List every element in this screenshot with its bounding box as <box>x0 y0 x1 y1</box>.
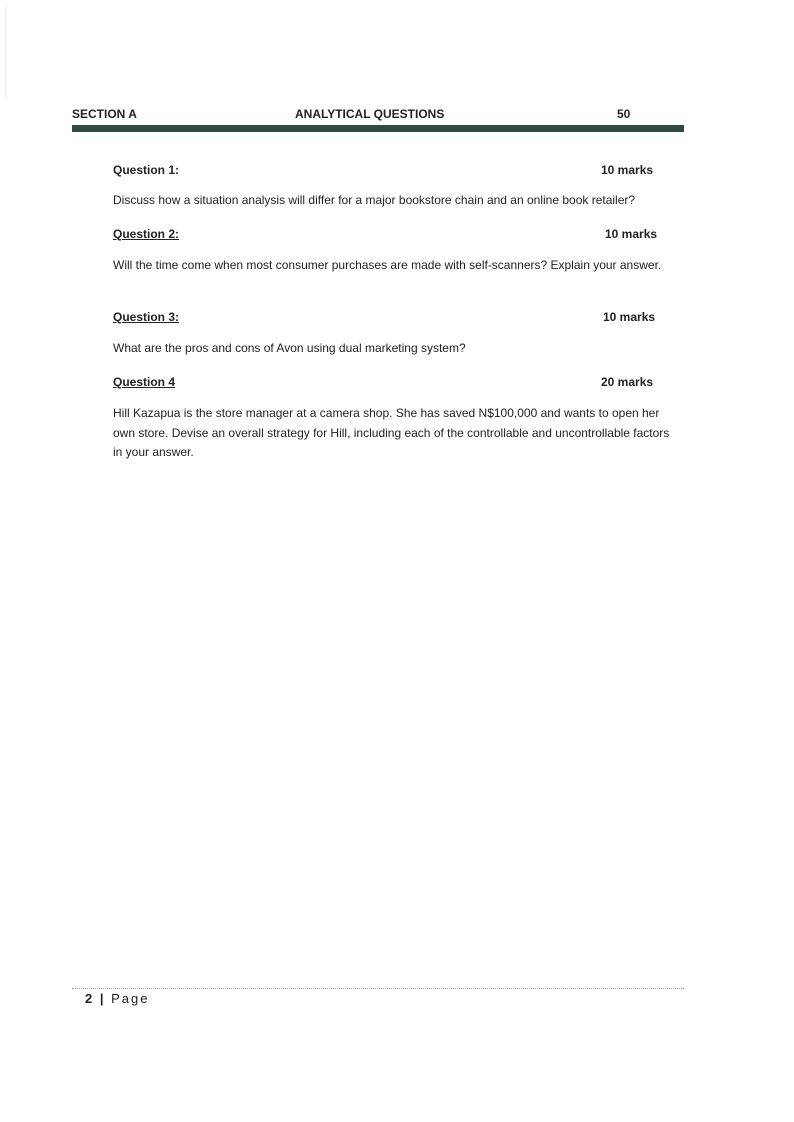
section-title: ANALYTICAL QUESTIONS <box>295 107 445 121</box>
question-2-marks: 10 marks <box>605 227 658 241</box>
question-4-marks: 20 marks <box>601 375 654 389</box>
question-1-text: Discuss how a situation analysis will differ for a major bookstore chain and an online book retailer? <box>113 193 636 207</box>
page-number: 2 <box>85 991 95 1006</box>
question-4-text: Hill Kazapua is the store manager at a camera shop. She has saved N$100,000 and wants to open her own store. Devise an overall strategy for Hill, including each of the controllable and uncontrollable factors in your answer. <box>113 406 670 459</box>
page-label: Page <box>111 991 150 1006</box>
section-divider-bar <box>72 125 684 132</box>
page-footer <box>85 991 149 1006</box>
question-3-text: What are the pros and cons of Avon using dual marketing system? <box>113 341 466 355</box>
section-label: SECTION A <box>72 107 137 121</box>
question-3-label: Question 3: <box>113 310 180 324</box>
question-2-text: Will the time come when most consumer purchases are made with self-scanners? Explain your answer. <box>113 258 662 272</box>
section-marks: 50 <box>617 107 631 121</box>
footer-divider <box>72 988 684 989</box>
question-3-marks: 10 marks <box>603 310 656 324</box>
footer-separator: | <box>94 991 112 1006</box>
question-1-label: Question 1: <box>113 163 180 177</box>
question-1-marks: 10 marks <box>601 163 654 177</box>
question-2-label: Question 2: <box>113 227 180 241</box>
scan-margin-line <box>5 5 6 100</box>
question-4-label: Question 4 <box>113 375 176 389</box>
